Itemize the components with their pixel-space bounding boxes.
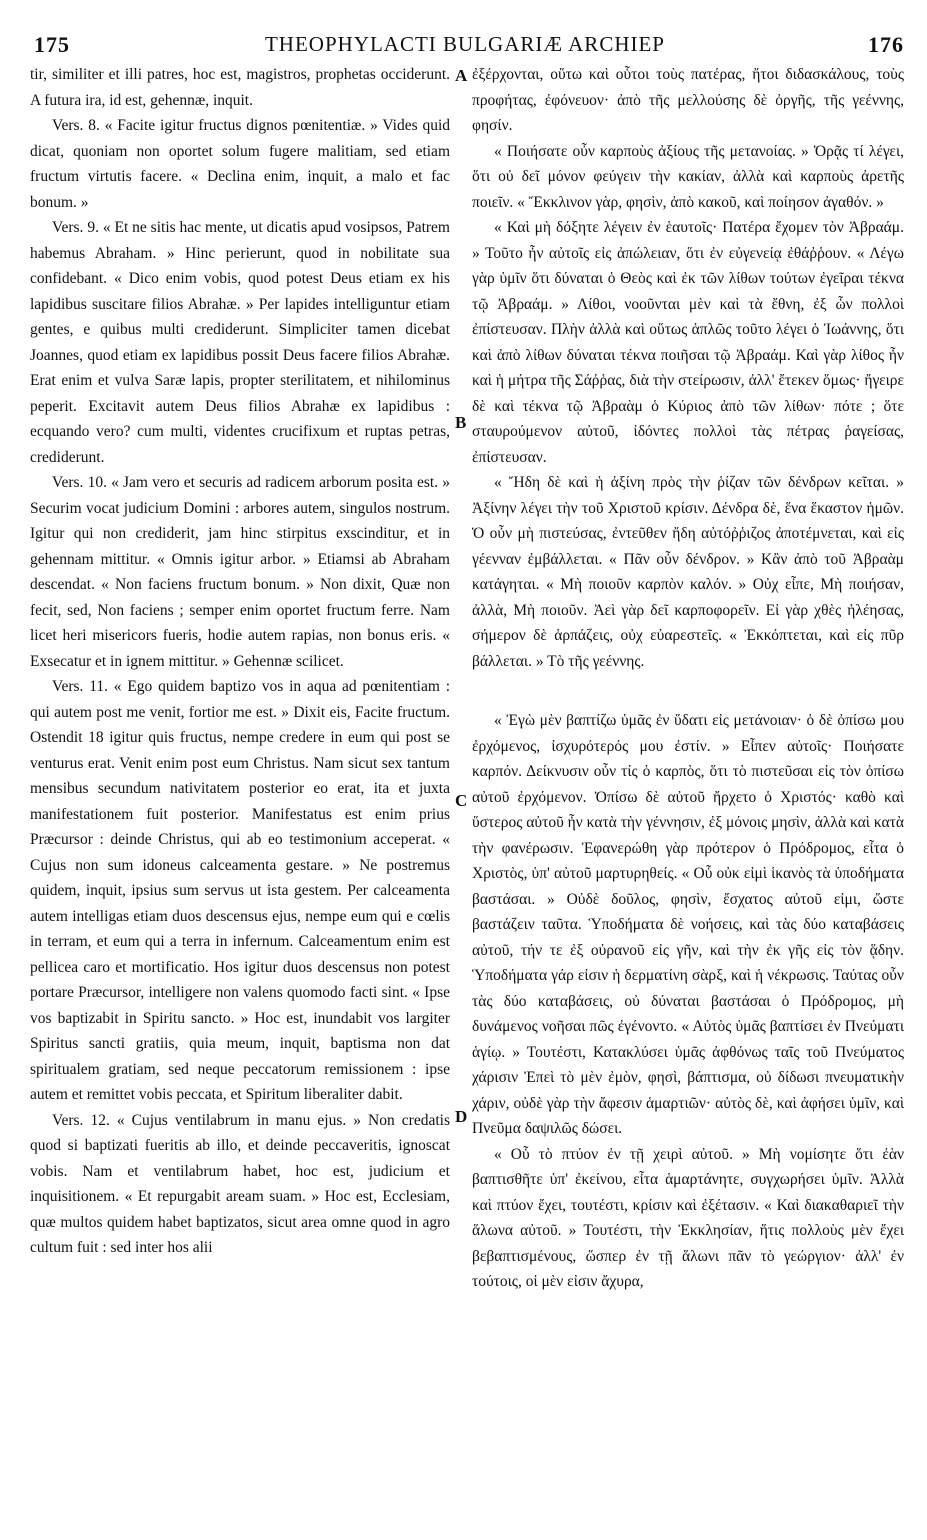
- margin-marker-d: D: [455, 1107, 468, 1126]
- greek-paragraph: « Οὗ τὸ πτύον ἐν τῇ χειρὶ αὐτοῦ. » Μὴ νομίσητε ὅτι ἐὰν βαπτισθῆτε ὑπ' ἐκείνου, εἶτα ἁμαρτάνητε, συγχωρήσει ὑμῖν. Ἀλλὰ καὶ πτύον ἔχει, τουτέστι, κρίσιν καὶ ἐξέτασιν. « Καὶ διακαθαριεῖ τὴν ἅλωνα αὐτοῦ. » Τουτέστι, τὴν Ἐκκλησίαν, ἥτις πολλοὺς μὲν ἔχει βεβαπτισμένους, ὥσπερ ἐν τῇ ἅλωνι πᾶν τὸ γεώργιον· ἀλλ' ἐν τούτοις, οἱ μὲν εἰσιν ἄχυρα,: [472, 1145, 904, 1290]
- latin-paragraph: Vers. 12. « Cujus ventilabrum in manu ejus. » Non credatis quod si baptizati fueritis ab illo, et deinde peccaveritis, ignoscat vobis. Nam et ventilabrum habet, hoc est, judicium et inquisitionem. « Et repurgabit aream suam. » Hoc est, Ecclesiam, quæ multos quidem habet baptizatos, sicut area omne quod in agro cultum fuit : sed inter hos alii: [30, 1111, 450, 1256]
- latin-paragraph: Vers. 8. « Facite igitur fructus dignos pœnitentiæ. » Vides quid dicat, quoniam non oportet solum fugere malitiam, sed etiam fructum virtutis facere. « Declina enim, inquit, a malo et fac bonum. »: [30, 117, 450, 211]
- latin-paragraph: tir, similiter et illi patres, hoc est, magistros, prophetas occiderunt. A futura ira, id est, gehennæ, inquit.: [30, 66, 450, 109]
- page-number-left: 175: [34, 32, 70, 57]
- column-gap: [472, 674, 904, 708]
- greek-column: [472, 62, 904, 1532]
- latin-paragraph: Vers. 10. « Jam vero et securis ad radicem arborum posita est. » Securim vocat judicium Domini : arbores autem, singulos nostrum. Igitur qui non crediderit, jam hinc stirpitus exscinditur, et in gehennam mittitur. « Omnis igitur arbor. » Etiamsi ab Abraham descendat. « Non faciens fructum bonum. » Non dixit, Quæ non fecit, sed, Non faciens ; semper enim oportet fructum ferre. Nam licet heri misericors fueris, hodie autem rapias, non bonus eris. « Exsecatur et in ignem mittitur. » Gehennæ scilicet.: [30, 474, 450, 670]
- greek-paragraph: ἐξέρχονται, οὕτω καὶ οὗτοι τοὺς πατέρας, ἤτοι διδασκάλους, τοὺς προφήτας, ἐφόνευον· ἀπὸ τῆς μελλούσης δὲ ὀργῆς, τῆς γεέννης, φησίν.: [472, 66, 904, 134]
- margin-marker-c: C: [455, 791, 468, 810]
- greek-paragraph: « Ἐγὼ μὲν βαπτίζω ὑμᾶς ἐν ὕδατι εἰς μετάνοιαν· ὁ δὲ ὀπίσω μου ἐρχόμενος, ἰσχυρότερός μου ἐστίν. » Εἶπεν αὐτοῖς· Ποιήσατε καρπόν. Δείκνυσιν οὖν τίς ὁ καρπὸς, ὅτι τὸ πιστεῦσαι εἰς τὸν ὀπίσω αὐτοῦ ἐρχόμενον. Ὀπίσω δὲ αὐτοῦ ἤρχετο ὁ Χριστός· καθὸ καὶ ὕστερος αὐτοῦ ἦν κατὰ τὴν γέννησιν, ἐξ μόνοις μησὶν, ἀλλὰ καὶ κατὰ τὴν φανέρωσιν. Ἐφανερώθη γὰρ πρότερον ὁ Πρόδρομος, εἶτα ὁ Χριστὸς, ὑπ' αὐτοῦ μαρτυρηθείς. « Οὗ οὐκ εἰμὶ ἱκανὸς τὰ ὑποδήματα βαστάσαι. » Οὐδὲ δοῦλος, φησὶν, ἔσχατος αὐτοῦ εἰμι, ὥστε βαστάζειν ταῦτα. Ὑποδήματα δὲ νοήσεις, καὶ τὰς δύο καταβάσεις αὐτοῦ, τήν τε ἐξ οὐρανοῦ εἰς γῆν, καὶ τὴν ἐκ γῆς εἰς τὸν ᾅδην. Ὑποδήματα γάρ εἰσιν ἡ δερματίνη σὰρξ, καὶ ἡ νέκρωσις. Ταύτας οὖν τὰς δύο καταβάσεις, οὐ δύναται βαστάσαι ὁ Πρόδρομος, μὴ δυνάμενος νοῆσαι πῶς ἐγένοντο. « Αὐτὸς ὑμᾶς βαπτίσει ἐν Πνεύματι ἁγίῳ. » Τουτέστι, Κατακλύσει ὑμᾶς ἀφθόνως ταῖς τοῦ Πνεύματος χάρισιν Ἐπεὶ τὸ μὲν ἐμὸν, φησὶ, βάπτισμα, οὐ δίδωσι πνευματικὴν χάριν, οὐδὲ γὰρ τὴν ἄφεσιν ἁμαρτιῶν· αὐτὸς δὲ, καὶ ἀφήσει ὑμῖν, καὶ Πνεῦμα δαψιλῶς δώσει.: [472, 712, 904, 1137]
- greek-paragraph: « Ἤδη δὲ καὶ ἡ ἀξίνη πρὸς τὴν ῥίζαν τῶν δένδρων κεῖται. » Ἀξίνην λέγει τὴν τοῦ Χριστοῦ κρίσιν. Δένδρα δὲ, ἕνα ἕκαστον ἡμῶν. Ὁ οὖν μὴ πιστεύσας, ἐντεῦθεν ἤδη αὐτόῤῥιζος ἀποτέμνεται, καὶ εἰς γέενναν ἐμβάλλεται. « Πᾶν οὖν δένδρον. » Κἂν ἀπὸ τοῦ Ἀβραὰμ κατάγηται. « Μὴ ποιοῦν καρπὸν καλόν. » Οὐχ εἶπε, Μὴ ποιήσαν, ἀλλὰ, Μὴ ποιοῦν. Ἀεὶ γὰρ δεῖ καρποφορεῖν. Εἰ γὰρ χθὲς ἠλέησας, σήμερον δὲ ἁρπάζεις, οὐχ εὐαρεστεῖς. « Ἐκκόπτεται, καὶ εἰς πῦρ βάλλεται. » Τὸ τῆς γεέννης.: [472, 474, 904, 670]
- latin-paragraph: Vers. 11. « Ego quidem baptizo vos in aqua ad pœnitentiam : qui autem post me venit, fortior me est. » Dixit eis, Facite fructum. Ostendit 18 igitur quis fructus, nempe credere in eum qui post se venturus erat. Venit enim post eum Christus. Nam sicut sex tantum mensibus secundum nativitatem posterior eo erat, ita et juxta manifestationem fuit posterior. Manifestatus est enim prius Præcursor : deinde Christus, qui ab eo testimonium acceperat. « Cujus non sum idoneus calceamenta gestare. » Ne postremus quidem, inquit, ipsius sum servus ut ista gestem. Per calceamenta autem intelligas etiam duos descensus ejus, nempe eum qui e cœlis in terram, et eum qui a terra in infernum. Calceamentum enim est pellicea caro et mortificatio. Hos igitur duos descensus non potest portare Præcursor, intelligere non valens quomodo facti sint. « Ipse vos baptizabit in Spiritu sancto. » Hoc est, inundabit vos largiter Spiritus sancti gratiis, quia meum, inquit, baptisma non dat spiritualem gratiam, sed neque peccatorum remissionem : ipse autem et remittet vobis peccata, et Spiritum liberaliter dabit.: [30, 678, 450, 1103]
- margin-marker-b: B: [455, 413, 467, 432]
- page-number-right: 176: [868, 32, 904, 57]
- latin-paragraph: Vers. 9. « Et ne sitis hac mente, ut dicatis apud vosipsos, Patrem habemus Abraham. » Hinc perierunt, quod in nobilitate sua confidebant. « Dico enim vobis, quod potest Deus etiam ex his lapidibus suscitare filios Abrahæ. » Per lapides intelliguntur etiam gentes, e quibus multi crediderunt. Simpliciter tamen dicebat Joannes, quod etiam ex lapidibus possit Deus facere filios Abrahæ. Erat enim et vulva Saræ lapis, propter sterilitatem, et nihilominus peperit. Excitavit autem Deus filios Abrahæ ex lapidibus : ecquando vero? cum multi, videntes crucifixum et ruptas petras, crediderunt.: [30, 219, 450, 466]
- running-title: THEOPHYLACTI BULGARIÆ ARCHIEP: [264, 32, 665, 56]
- latin-column: [30, 62, 450, 1532]
- greek-paragraph: « Καὶ μὴ δόξητε λέγειν ἐν ἑαυτοῖς· Πατέρα ἔχομεν τὸν Ἀβραάμ. » Τοῦτο ἦν αὐτοῖς εἰς ἀπώλειαν, ὅτι ἐν εὐγενείᾳ ἐθάῤῥουν. « Λέγω γὰρ ὑμῖν ὅτι δύναται ὁ Θεὸς καὶ ἐκ τῶν λίθων τούτων ἐγεῖραι τέκνα τῷ Ἀβραάμ. » Λίθοι, νοοῦνται μὲν καὶ τὰ ἔθνη, ἐξ ὧν πολλοὶ ἐπίστευσαν. Πλὴν ἀλλὰ καὶ οὕτως ἁπλῶς τοῦτο λέγει ὁ Ἰωάννης, ὅτι καὶ ἀπὸ λίθων δύναται τέκνα ποιῆσαι τῷ Ἀβραάμ. Καὶ γὰρ λίθος ἦν καὶ ἡ μήτρα τῆς Σάῤῥας, διὰ τὴν στείρωσιν, ἀλλ' ἔτεκεν ὅμως· ἤγειρε δὲ καὶ τέκνα τῷ Ἀβραὰμ ὁ Κύριος ἀπὸ τῶν λίθων· πότε ; ὅτε σταυρούμενον αὐτοῦ, ἰδόντες πολλοὶ τὰς πέτρας ῥαγείσας, ἐπίστευσαν.: [472, 219, 904, 466]
- page-header: [26, 10, 904, 56]
- margin-marker-a: A: [455, 66, 468, 85]
- greek-paragraph: « Ποιήσατε οὖν καρποὺς ἀξίους τῆς μετανοίας. » Ὁρᾷς τί λέγει, ὅτι οὐ δεῖ μόνον φεύγειν τὴν κακίαν, ἀλλὰ καὶ καρποὺς ἀρετῆς ποιεῖν. « Ἔκκλινον γὰρ, φησὶν, ἀπὸ κακοῦ, καὶ ποίησον ἀγαθόν. »: [472, 142, 904, 211]
